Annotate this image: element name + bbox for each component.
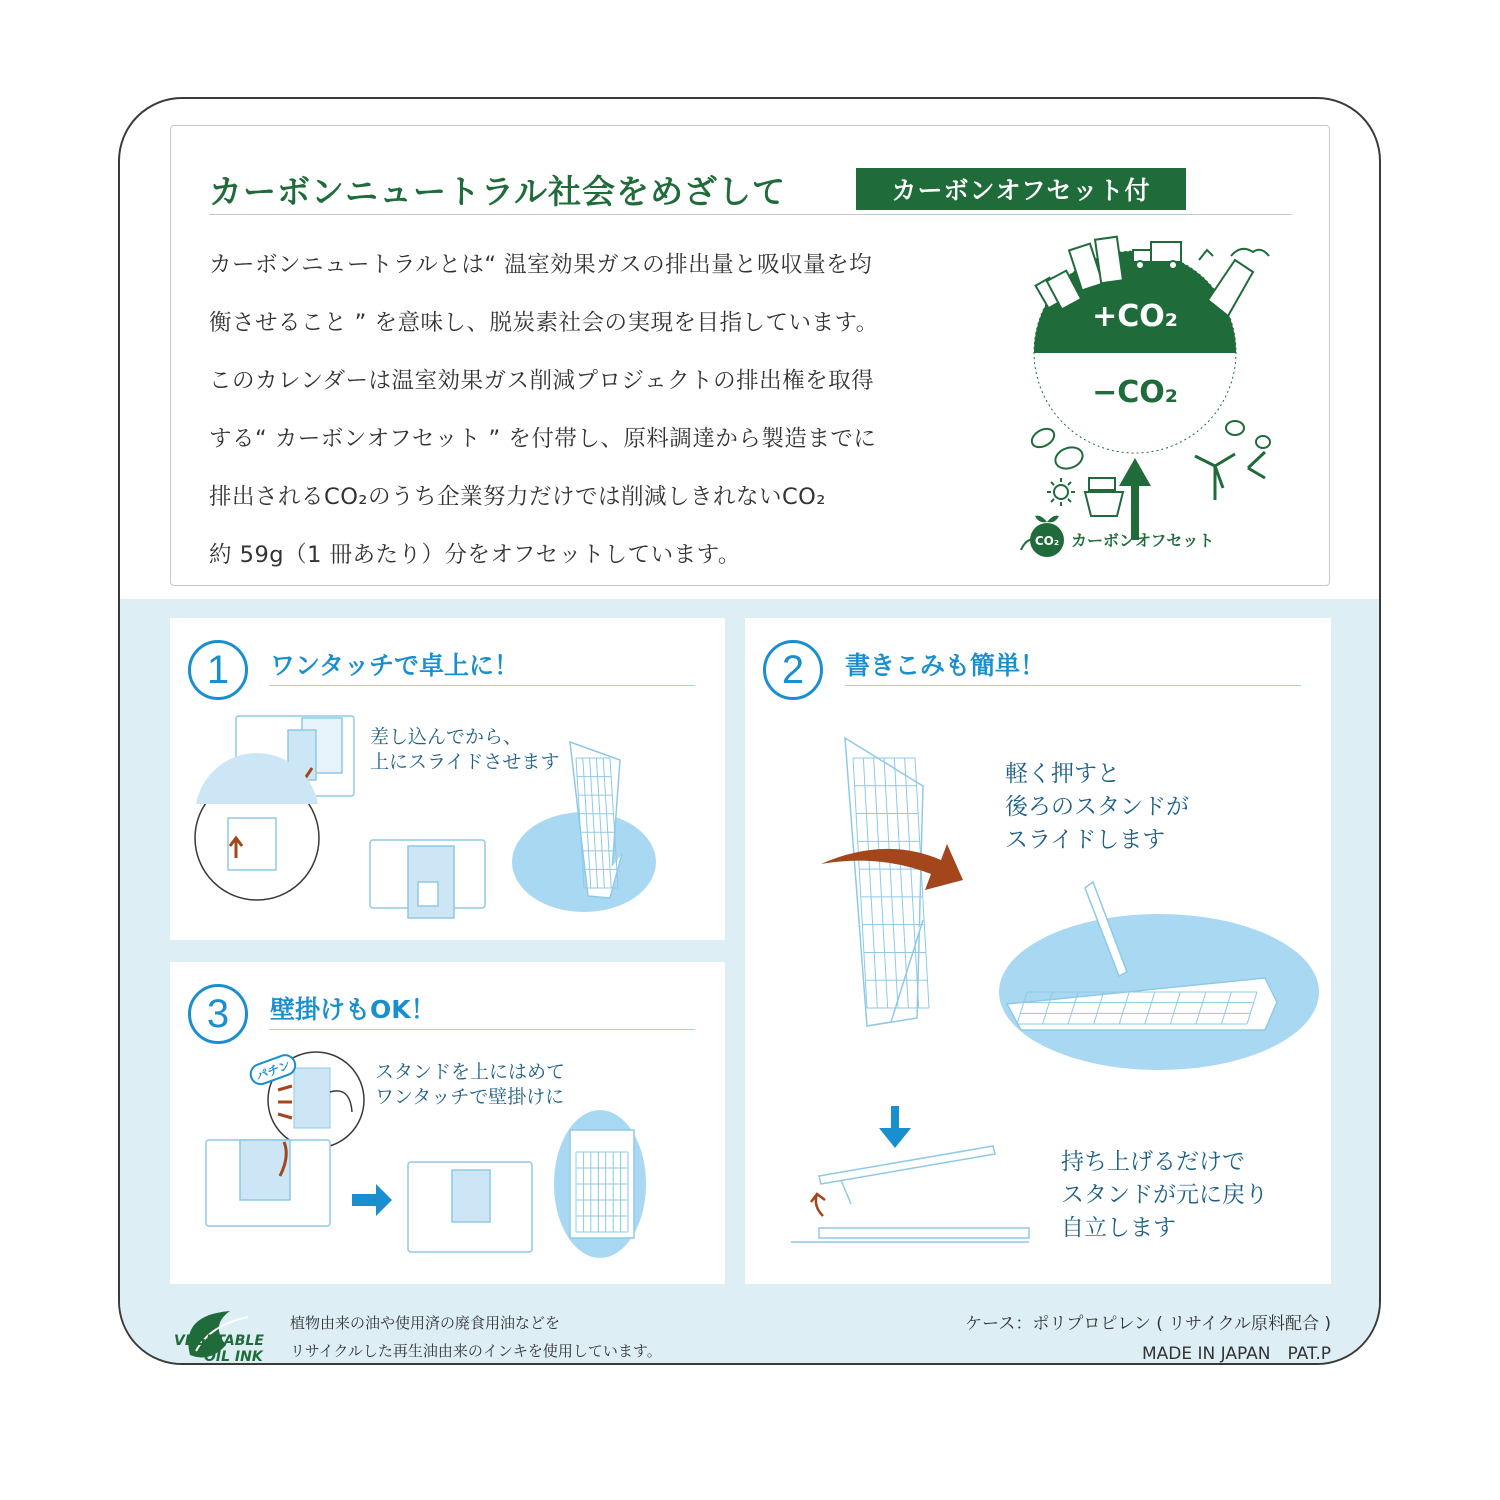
step3-illustration [170, 962, 725, 1284]
step1-illustration [170, 618, 725, 940]
step2-illustration [745, 618, 1331, 1284]
step3-number: 3 [188, 984, 248, 1044]
down-arrow-icon [879, 1106, 911, 1148]
body-line: 約 59g（1 冊あたり）分をオフセットしています。 [209, 542, 741, 568]
up-arrow-icon [1119, 458, 1151, 540]
step3-note-line: スタンドを上にはめて [375, 1061, 566, 1083]
step1-note-line: 差し込んでから、 [370, 726, 523, 748]
body-line: する“ カーボンオフセット ” を付帯し、原料調達から製造までに [209, 426, 877, 452]
vegetable-oil-ink-logo [170, 1305, 282, 1365]
minus-co2-label: −CO₂ [1092, 375, 1178, 410]
step1-note-line: 上にスライドさせます [370, 751, 560, 773]
carbon-offset-logo-label: カーボンオフセット [1071, 531, 1215, 550]
co2-logo-text: CO₂ [1034, 534, 1060, 548]
panel-title: カーボンニュートラル社会をめざして [209, 172, 787, 211]
snap-badge-text: パチン [254, 1057, 293, 1084]
step1-number: 1 [188, 640, 248, 700]
carbon-offset-graphic [1003, 230, 1281, 560]
product-card [118, 97, 1381, 1365]
step3-title: 壁掛けもOK！ [270, 995, 436, 1024]
plus-co2-label: +CO₂ [1092, 299, 1178, 334]
body-text [209, 236, 969, 584]
ink-notice [290, 1309, 662, 1365]
body-line: このカレンダーは温室効果ガス削減プロジェクトの排出権を取得 [209, 368, 875, 394]
step2-note-a-line: 軽く押すと [1005, 761, 1120, 787]
carbon-offset-logo [1021, 516, 1214, 557]
return-arrow-icon [811, 1194, 825, 1216]
step3-note-line: ワンタッチで壁掛けに [375, 1086, 565, 1108]
body-line: 衡させること ” を意味し、脱炭素社会の実現を目指しています。 [209, 310, 879, 336]
step2-panel [745, 618, 1331, 1284]
leaf-icon [1029, 421, 1270, 472]
carbon-neutral-panel [170, 125, 1330, 586]
made-in-japan: MADE IN JAPAN PAT.P [1141, 1344, 1331, 1364]
step2-note-a-line: 後ろのスタンドが [1005, 794, 1189, 820]
step3-panel [170, 962, 725, 1284]
sun-icon [1047, 478, 1075, 506]
step2-note-a-line: スライドします [1005, 827, 1166, 853]
step2-note-b-line: 自立します [1061, 1215, 1176, 1241]
basket-icon [1085, 478, 1123, 516]
body-line: カーボンニュートラルとは“ 温室効果ガスの排出量と吸収量を均 [209, 252, 873, 278]
step2-note-b-line: 持ち上げるだけで [1061, 1149, 1245, 1175]
step2-note-b-line: スタンドが元に戻り [1061, 1182, 1268, 1208]
ink-notice-line: 植物由来の油や使用済の廃食用油などを [290, 1314, 561, 1332]
body-line: 排出されるCO₂のうち企業努力だけでは削減しきれないCO₂ [209, 484, 826, 510]
step2-number: 2 [763, 640, 823, 700]
ink-notice-line: リサイクルした再生油由来のインキを使用しています。 [290, 1342, 662, 1360]
right-arrow-icon [352, 1184, 392, 1216]
step1-panel [170, 618, 725, 940]
side-view-sketch [791, 1146, 1029, 1242]
step2-title: 書きこみも簡単！ [845, 651, 1046, 680]
logo-text-1: VEGETABLE [174, 1333, 264, 1349]
step1-title: ワンタッチで卓上に！ [270, 651, 520, 680]
title-divider [209, 214, 1292, 215]
windmill-icon [1195, 452, 1265, 500]
logo-text-2: OIL INK [204, 1349, 263, 1365]
carbon-offset-badge: カーボンオフセット付 [856, 168, 1186, 210]
material-notice [965, 1309, 1331, 1365]
case-material: ケース：ポリプロピレン ( リサイクル原料配合 ) [965, 1314, 1331, 1334]
